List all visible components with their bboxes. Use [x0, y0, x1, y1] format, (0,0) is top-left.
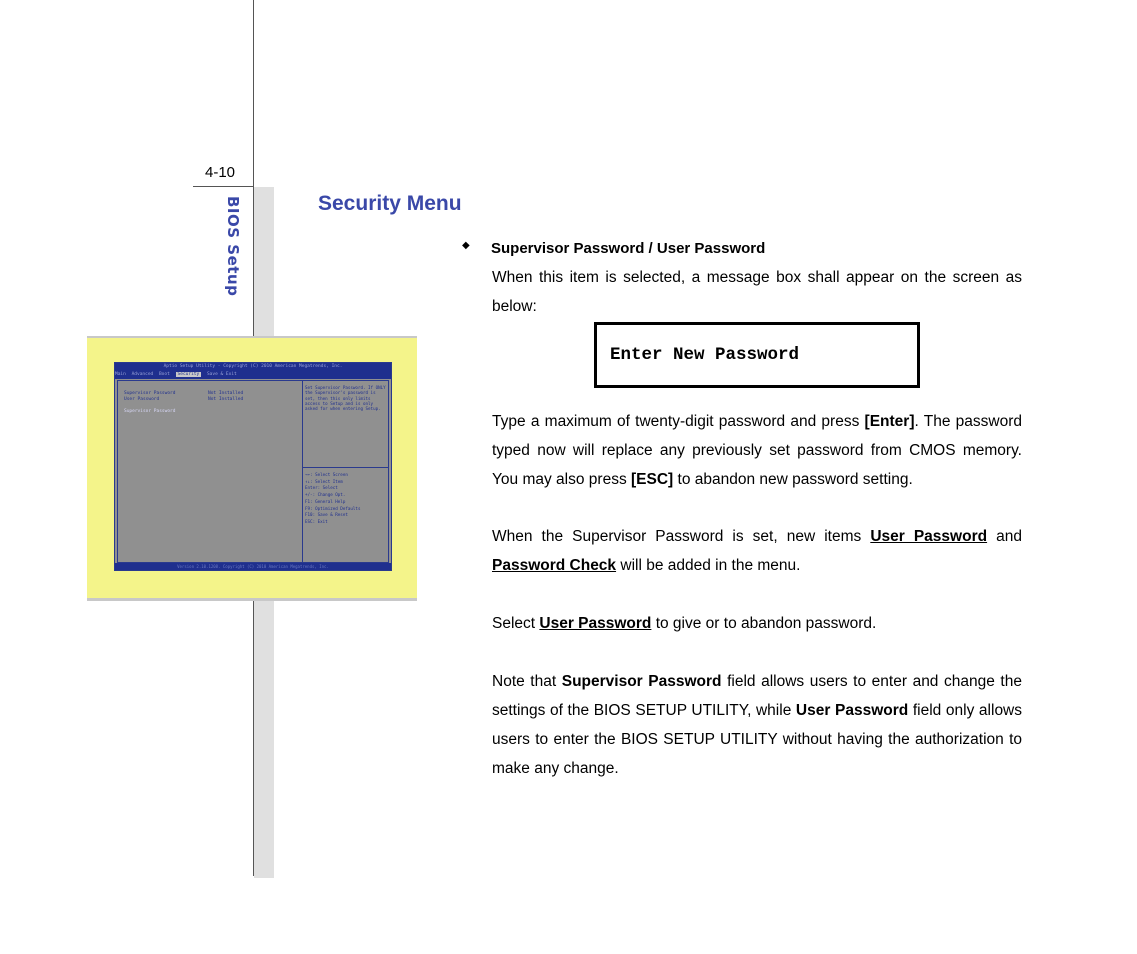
bios-menu-advanced: Advanced	[131, 372, 154, 377]
when-paragraph	[492, 522, 1022, 580]
bios-key-line: Enter: Select	[305, 485, 338, 491]
text-run: and	[987, 528, 1023, 545]
bios-menu-main: Main	[115, 372, 126, 377]
bios-row-value: Not Installed	[208, 391, 244, 396]
intro-paragraph: When this item is selected, a message box shall appear on the screen as below:	[492, 269, 1022, 315]
text-run: to abandon new password setting.	[673, 471, 913, 488]
bios-divider-horizontal	[302, 467, 388, 468]
chapter-side-tab: BIOS Setup	[224, 196, 242, 297]
note-paragraph	[492, 667, 1022, 783]
bios-menu-security: Security	[177, 372, 200, 377]
text-run: When the Supervisor Password is set, new items	[492, 528, 871, 545]
bios-divider-vertical	[302, 381, 303, 562]
bios-screenshot	[114, 362, 392, 571]
bios-footer: Version 2.10.1208. Copyright (C) 2010 American Megatrends, Inc.	[115, 563, 391, 570]
bullet-title: Supervisor Password / User Password	[491, 240, 766, 257]
bios-selected-item: Supervisor Password	[124, 409, 176, 414]
user-password-term: User Password	[539, 615, 652, 632]
password-message-text: Enter New Password	[610, 345, 800, 365]
text-run: Select	[492, 615, 540, 632]
bios-row-value: Not Installed	[208, 397, 244, 402]
password-check-term: Password Check	[492, 557, 617, 574]
type-paragraph	[492, 407, 1022, 494]
bios-row-user	[124, 397, 243, 403]
bios-menu-boot: Boot	[158, 372, 170, 377]
text-run: will be added in the menu.	[616, 557, 801, 574]
bios-key-line: ESC: Exit	[305, 518, 328, 524]
bios-key-line: →←: Select Screen	[305, 472, 348, 477]
page-number: 4-10	[205, 164, 236, 181]
text-run: Type a maximum of twenty-digit password and press	[492, 413, 865, 430]
text-run: . The password typed now will replace any previously set password from CMOS memory. You may also press	[492, 413, 1023, 488]
bios-title-bar: Aptio Setup Utility - Copyright (C) 2010 American Megatrends, Inc.	[115, 363, 391, 371]
bios-help-text: Set Supervisor Password. If ONLY the Supervisor's password is set, then this only limits access to Setup and is only asked for when entering Setup.	[305, 385, 386, 412]
bios-key-line: +/-: Change Opt.	[305, 492, 346, 498]
bios-key-line: ↑↓: Select Item	[305, 478, 343, 484]
select-paragraph	[492, 609, 1022, 638]
bios-menu-save-exit: Save & Exit	[206, 372, 237, 377]
bios-key-line: F9: Optimized Defaults	[305, 505, 361, 511]
text-run: field allows users to enter and change the settings of the BIOS SETUP UTILITY, while	[492, 673, 1022, 719]
bios-menu-bar	[115, 371, 391, 379]
user-password-term: User Password	[795, 702, 909, 719]
text-run: Note that	[492, 673, 562, 690]
section-heading: Security Menu	[318, 192, 462, 215]
text-run: to give or to abandon password.	[651, 615, 877, 632]
bullet-diamond-icon: ◆	[462, 240, 470, 251]
bios-key-legend	[305, 472, 387, 526]
enter-key-text: [Enter]	[864, 413, 915, 430]
password-message-box	[594, 322, 920, 388]
bios-key-line: F10: Save & Reset	[305, 512, 348, 518]
bios-row-label: User Password	[124, 397, 160, 402]
bios-key-line: F1: General Help	[305, 498, 346, 504]
bios-settings-list	[124, 391, 243, 415]
supervisor-password-term: Supervisor Password	[561, 673, 722, 690]
bios-row-label: Supervisor Password	[124, 391, 176, 396]
text-run: field only allows users to enter the BIOS SETUP UTILITY without having the authorization to make any change.	[492, 702, 1023, 777]
bios-body	[117, 380, 389, 563]
page-number-rule	[193, 186, 254, 187]
esc-key-text: [ESC]	[631, 471, 674, 488]
user-password-term: User Password	[870, 528, 988, 545]
